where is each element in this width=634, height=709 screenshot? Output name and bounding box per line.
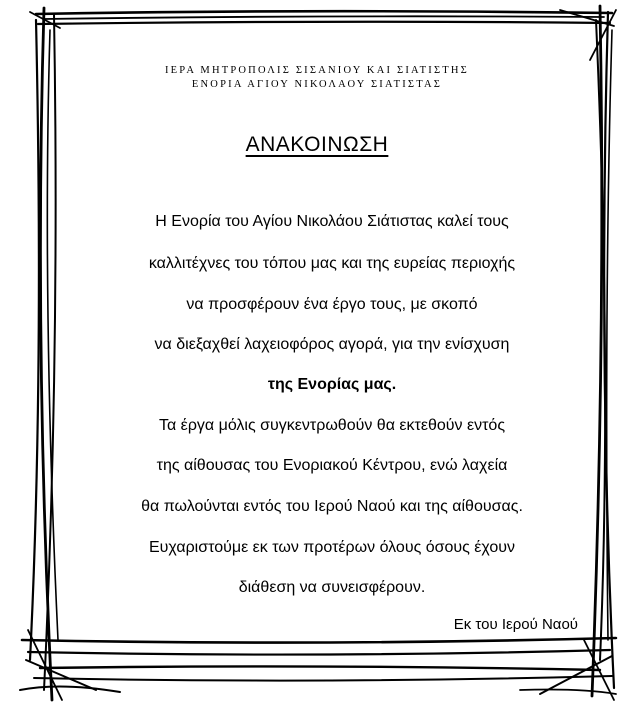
header-line-2: ΕΝΟΡΙΑ ΑΓΙΟΥ ΝΙΚΟΛΑΟΥ ΣΙΑΤΙΣΤΑΣ [191, 79, 443, 90]
body-line: θα πωλούνται εντός του Ιερού Ναού και της αίθουσας. [141, 498, 523, 515]
body-line: να προσφέρουν ένα έργο τους, με σκοπό [186, 296, 478, 313]
page-title [0, 133, 634, 157]
body-line: της αίθουσας του Ενοριακού Κέντρου, ενώ λαχεία [156, 457, 508, 474]
signature: Εκ του Ιερού Ναού [453, 616, 578, 633]
body-line: να διεξαχθεί λαχειοφόρος αγορά, για την ενίσχυση [154, 336, 510, 353]
body-line: Η Ενορία του Αγίου Νικολάου Σιάτιστας καλεί τους [155, 213, 509, 230]
body-line: Τα έργα μόλις συγκεντρωθούν θα εκτεθούν εντός [158, 417, 506, 434]
body-line-emphasis: της Ενορίας μας. [267, 376, 397, 393]
body-line: Ευχαριστούμε εκ των προτέρων όλους όσους έχουν [148, 539, 516, 556]
body-line: καλλιτέχνες του τόπου μας και της ευρείας περιοχής [148, 255, 516, 272]
header-line-1: ΙΕΡΑ ΜΗΤΡΟΠΟΛΙΣ ΣΙΣΑΝΙΟΥ ΚΑΙ ΣΙΑΤΙΣΤΗΣ [164, 65, 469, 76]
title-text: ΑΝΑΚΟΙΝΩΣΗ [245, 133, 389, 156]
body-line: διάθεση να συνεισφέρουν. [238, 579, 426, 596]
